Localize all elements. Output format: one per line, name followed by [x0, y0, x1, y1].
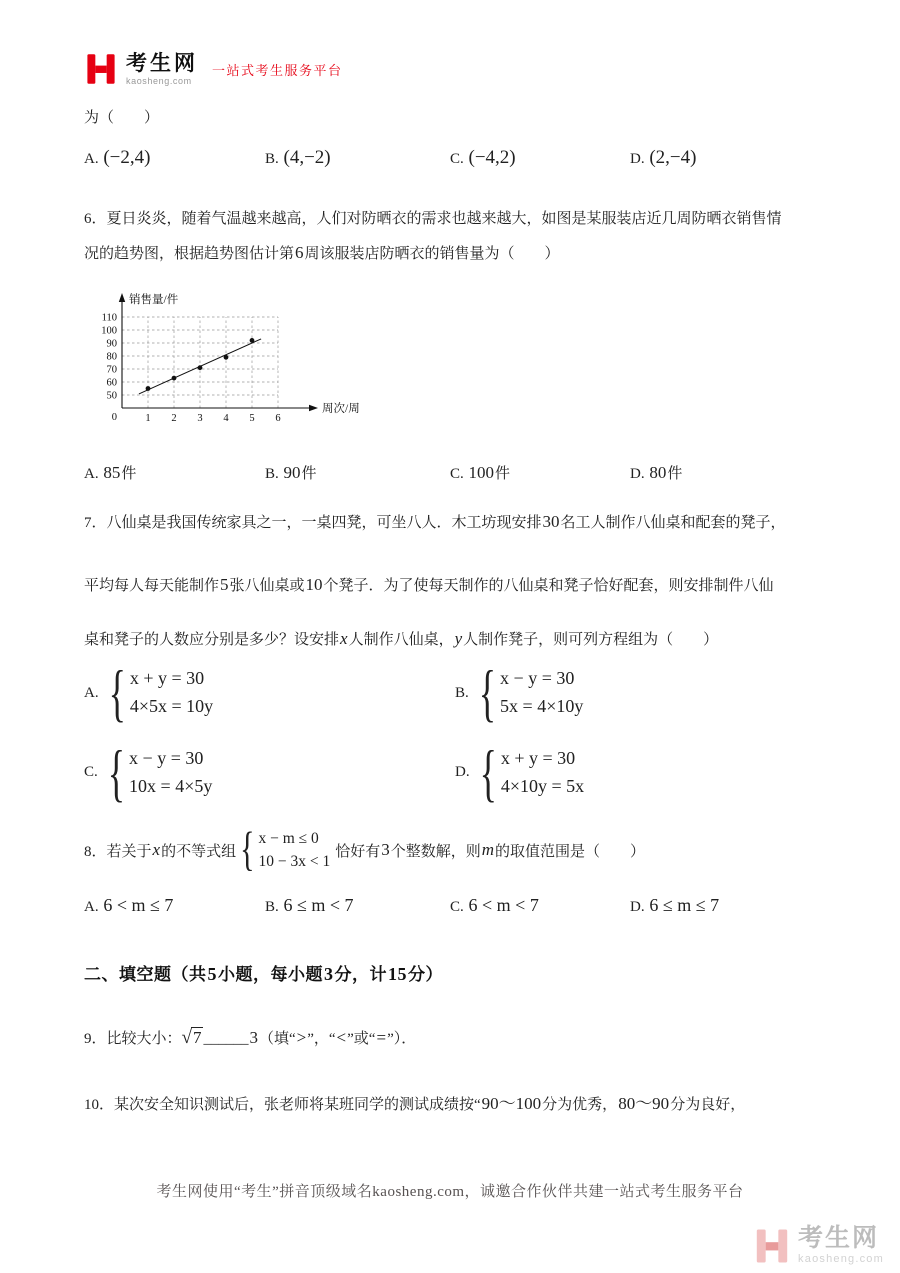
x-tick-label: 2	[171, 412, 177, 424]
text-segment: 张八仙桌或	[229, 578, 305, 595]
x-tick-label: 3	[197, 412, 203, 424]
math-segment: 3	[324, 964, 334, 985]
text-segment: 桌和凳子的人数应分别是多少？设安排	[84, 631, 340, 648]
equation-line: x + y = 30	[500, 748, 576, 769]
logo-name: 考生网	[126, 51, 198, 75]
q7-option-b-system	[475, 658, 589, 729]
text-segment: 9．比较大小：	[84, 1031, 182, 1048]
origin-label: 0	[111, 411, 117, 423]
q6-option-a	[84, 462, 265, 483]
q7-stem-line2	[84, 572, 816, 598]
text-segment: C.	[450, 899, 468, 916]
equation-line: x + y = 30	[129, 668, 205, 689]
text-segment: C.	[450, 151, 468, 167]
text-segment: 件	[121, 465, 137, 482]
q8-options	[84, 895, 816, 916]
text-segment: 分为良好，	[670, 1097, 746, 1114]
math-segment: 80～90	[618, 1094, 670, 1114]
equation-cases	[107, 737, 214, 808]
q6-options	[84, 462, 816, 483]
q7-option-c	[84, 737, 455, 808]
text-segment: 二、填空题（共	[84, 965, 207, 985]
y-tick-label: 80	[106, 351, 117, 363]
y-tick-label: 50	[106, 390, 117, 402]
text-segment: 8．若关于	[84, 843, 152, 860]
data-point	[224, 355, 229, 360]
math-segment: (4,−2)	[283, 147, 331, 168]
q5-option-c	[450, 147, 630, 169]
equation-line: x − y = 30	[129, 748, 204, 769]
math-segment: 10	[305, 575, 323, 595]
math-segment: <	[336, 1028, 347, 1048]
sqrt-expression: √7	[181, 1027, 202, 1049]
kaosheng-logo-icon	[84, 52, 118, 86]
y-tick-label: 90	[106, 338, 117, 350]
math-segment: =	[376, 1028, 387, 1048]
q7-option-d-label: D.	[455, 764, 470, 781]
text-segment: 个凳子．为了使每天制作的八仙桌和凳子恰好配套，则安排制件八仙	[323, 578, 774, 595]
x-axis-label: 周次/周	[322, 402, 360, 415]
text-segment: 平均每人每天能制作	[84, 578, 220, 595]
text-segment: 人制作八仙桌，	[348, 631, 454, 648]
left-brace: {	[108, 658, 126, 729]
text-segment: 件	[301, 465, 317, 482]
text-segment: 件	[495, 465, 511, 482]
q7-stem-line3	[84, 626, 816, 652]
text-segment: B.	[265, 465, 283, 482]
text-segment: 10．某次安全知识测试后，张老师将某班同学的测试成绩按“	[84, 1097, 481, 1114]
q7-option-a-label: A.	[84, 684, 99, 701]
equation-line: 10 − 3x < 1	[258, 853, 331, 871]
math-segment: 90	[283, 462, 301, 482]
math-segment: 6 ≤ m < 7	[283, 895, 354, 916]
math-segment: (2,−4)	[649, 147, 697, 168]
q6-stem-line2	[84, 235, 816, 272]
text-segment: 的取值范围是（ ）	[495, 843, 646, 860]
math-segment: x	[152, 840, 161, 860]
q7-stem	[84, 509, 816, 652]
data-point	[172, 375, 177, 380]
math-segment: 15	[388, 964, 407, 985]
math-segment: x	[340, 628, 348, 648]
math-segment: 6 < m ≤ 7	[103, 895, 174, 916]
y-axis-arrow	[119, 293, 125, 302]
kaosheng-watermark-icon	[753, 1227, 791, 1265]
text-segment: A.	[84, 465, 103, 482]
text-segment: D.	[630, 151, 649, 167]
text-segment: 分，计	[334, 965, 387, 985]
q6-option-d	[630, 462, 816, 483]
data-point	[198, 365, 203, 370]
q7-options	[84, 658, 816, 808]
text-segment: 6．夏日炎炎，随着气温越来越高，人们对防晒衣的需求也越来越大，如图是某服装店近几周防晒衣销售情	[84, 211, 782, 227]
y-tick-label: 60	[106, 377, 117, 389]
x-tick-label: 4	[223, 412, 229, 424]
text-segment: ”）．	[387, 1031, 417, 1048]
q7-option-a-system	[105, 658, 219, 729]
text-segment: 个整数解，则	[390, 843, 481, 860]
math-segment: m	[481, 840, 495, 860]
math-segment: >	[296, 1028, 307, 1048]
kaosheng-watermark	[753, 1226, 884, 1265]
q8-option-b	[265, 895, 450, 916]
math-segment: 6	[295, 243, 304, 263]
q7-option-a	[84, 658, 455, 729]
equation-line: x − m ≤ 0	[258, 829, 319, 847]
math-segment: (−2,4)	[103, 147, 151, 168]
equation-line: 5x = 4×10y	[500, 696, 584, 717]
math-segment: 3	[381, 840, 390, 860]
math-segment: 85	[103, 462, 121, 482]
q8-option-c	[450, 895, 630, 916]
math-segment: (−4,2)	[468, 147, 516, 168]
q6-stem-line1	[84, 203, 816, 235]
q7-option-d-system	[476, 737, 590, 808]
q5-options	[84, 145, 816, 171]
text-segment: 分）	[408, 965, 443, 985]
y-axis-label: 销售量/件	[129, 293, 179, 306]
q5-option-d	[630, 147, 816, 169]
x-tick-label: 1	[145, 412, 151, 424]
text-segment: D.	[630, 899, 649, 916]
q8-option-a	[84, 895, 265, 916]
equation-line: 10x = 4×5y	[129, 775, 213, 796]
text-segment: ______	[203, 1031, 249, 1048]
equation-cases	[478, 658, 585, 729]
q7-option-c-system	[104, 737, 218, 808]
text-segment: （填“	[258, 1031, 296, 1048]
equation-line: 4×10y = 5x	[500, 775, 585, 796]
math-segment: 80	[649, 462, 667, 482]
text-segment: 周该服装店防晒衣的销售量为（ ）	[304, 246, 560, 263]
section-2-heading	[84, 960, 816, 985]
q6-option-b	[265, 462, 450, 483]
text-segment: 恰好有	[335, 843, 381, 860]
q7-option-b-label: B.	[455, 684, 469, 701]
kaosheng-logo	[84, 52, 816, 86]
text-segment: 小题，每小题	[218, 965, 323, 985]
data-point	[146, 386, 151, 391]
logo-domain: kaosheng.com	[126, 75, 192, 86]
math-segment: 6 < m < 7	[468, 895, 539, 916]
x-axis-arrow	[309, 405, 318, 411]
text-segment: 的不等式组	[161, 843, 237, 860]
q6-option-c	[450, 462, 630, 483]
q6-stem	[84, 203, 816, 272]
x-tick-label: 6	[275, 412, 281, 424]
left-brace: {	[479, 737, 497, 808]
q5-stem-tail: 为（ ）	[84, 110, 160, 126]
text-segment: 分为优秀，	[542, 1097, 618, 1114]
text-segment: A.	[84, 899, 103, 916]
math-segment: 100	[468, 462, 495, 482]
text-segment: ”或“	[347, 1031, 376, 1048]
math-segment: 5	[207, 964, 217, 985]
text-segment: 名工人制作八仙桌和配套的凳子，	[560, 514, 786, 531]
q10-stem	[84, 1089, 816, 1114]
text-segment: B.	[265, 151, 283, 167]
q8-stem	[84, 822, 816, 876]
equation-cases	[108, 658, 215, 729]
watermark-name: 考生网	[798, 1224, 880, 1252]
q9-stem	[84, 1027, 816, 1049]
y-tick-label: 100	[101, 325, 117, 337]
equation-line: x − y = 30	[500, 668, 575, 689]
text-segment: D.	[630, 465, 649, 482]
left-brace: {	[107, 737, 126, 808]
text-segment: A.	[84, 151, 103, 167]
q6-chart-svg	[86, 278, 416, 440]
equation-line: 4×5x = 10y	[129, 696, 214, 717]
watermark-domain: kaosheng.com	[798, 1253, 884, 1265]
q5-option-a	[84, 147, 265, 169]
equation-cases	[240, 822, 331, 876]
math-segment: y	[454, 628, 463, 648]
q5-option-b	[265, 147, 450, 169]
math-segment: 90～100	[481, 1094, 542, 1114]
text-segment: 件	[667, 465, 683, 482]
q7-option-d	[455, 737, 816, 808]
q7-option-c-label: C.	[84, 764, 98, 781]
data-point	[250, 338, 255, 343]
logo-text-block	[126, 53, 198, 86]
left-brace: {	[240, 822, 255, 876]
y-tick-label: 70	[106, 364, 117, 376]
text-segment: C.	[450, 465, 468, 482]
math-segment: 3	[249, 1028, 258, 1048]
text-segment: 人制作凳子，则可列方程组为（ ）	[463, 631, 719, 648]
watermark-text-block	[798, 1226, 884, 1265]
math-segment: 6 ≤ m ≤ 7	[649, 895, 720, 916]
logo-tagline: 一站式考生服务平台	[212, 62, 343, 78]
left-brace: {	[478, 658, 497, 729]
x-tick-label: 5	[249, 412, 255, 424]
text-segment: 7．八仙桌是我国传统家具之一，一桌四凳，可坐八人．木工坊现安排	[84, 514, 542, 531]
text-segment: B.	[265, 899, 283, 916]
text-segment: ”，“	[307, 1031, 336, 1048]
y-tick-label: 110	[101, 312, 117, 324]
q6-sales-trend-chart	[86, 278, 816, 440]
q7-stem-line1	[84, 509, 816, 535]
text-segment: 况的趋势图，根据趋势图估计第	[84, 246, 295, 263]
footer-text: 考生网使用“考生”拼音顶级域名kaosheng.com，诚邀合作伙伴共建一站式考生服务平台	[156, 1184, 744, 1200]
q8-option-d	[630, 895, 816, 916]
math-segment: 5	[220, 575, 229, 595]
q7-option-b	[455, 658, 816, 729]
math-segment: 30	[542, 511, 560, 531]
equation-cases	[479, 737, 586, 808]
